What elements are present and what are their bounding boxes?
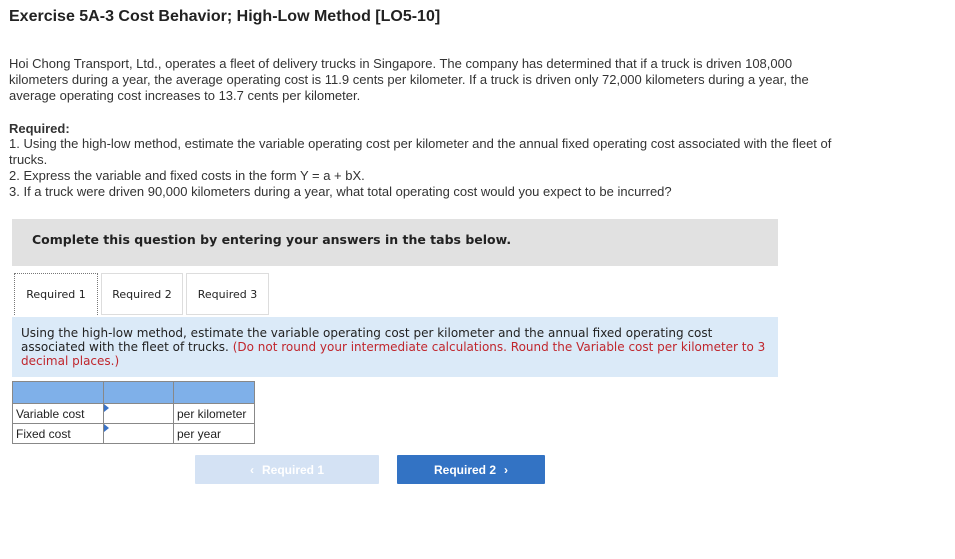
variable-cost-label: Variable cost <box>13 404 104 424</box>
requirement-3: 3. If a truck were driven 90,000 kilometers during a year, what total operating cost would you expect to be incurred? <box>9 184 672 199</box>
tab-required-1[interactable]: Required 1 <box>14 273 98 315</box>
header-cell-value <box>104 382 174 404</box>
exercise-title: Exercise 5A-3 Cost Behavior; High-Low Method [LO5-10] <box>9 8 441 25</box>
fixed-cost-unit: per year <box>174 424 255 444</box>
prev-required-1-button[interactable] <box>195 455 379 484</box>
tab-panel-required-1 <box>12 317 778 377</box>
problem-intro: Hoi Chong Transport, Ltd., operates a fleet of delivery trucks in Singapore. The company has determined that if a truck is driven 108,000 kilometers during a year, the average operating cost is 11.9 cents per kilometer. If a truck is driven only 72,000 kilometers during a year, the average operating cost increases to 13.7 cents per kilometer. <box>9 56 809 103</box>
next-button-label: Required 2 <box>433 462 496 477</box>
answer-table <box>12 381 255 444</box>
required-heading: Required: <box>9 121 70 136</box>
tab-note: (Do not round your intermediate calculations. Round the Variable cost per kilometer to 3 decimal places.) <box>21 340 766 368</box>
chevron-left-icon: ‹ <box>249 462 254 477</box>
table-row-variable-cost <box>13 404 255 424</box>
variable-cost-unit: per kilometer <box>174 404 255 424</box>
tab-prompt-text: Using the high-low method, estimate the variable operating cost per kilometer and the annual fixed operating cost associated with the fleet of trucks. <box>21 326 713 354</box>
table-row-fixed-cost <box>13 424 255 444</box>
fixed-cost-label: Fixed cost <box>13 424 104 444</box>
header-cell-label <box>13 382 104 404</box>
tab-required-2[interactable]: Required 2 <box>101 273 183 315</box>
variable-cost-cell <box>104 404 174 424</box>
instruction-box <box>12 219 778 266</box>
tab-required-3[interactable]: Required 3 <box>186 273 269 315</box>
answer-table-header <box>13 382 255 404</box>
header-cell-unit <box>174 382 255 404</box>
instruction-text: Complete this question by entering your answers in the tabs below. <box>32 232 512 247</box>
fixed-cost-input[interactable] <box>107 425 170 443</box>
input-marker-icon <box>104 404 109 412</box>
requirement-1: 1. Using the high-low method, estimate the variable operating cost per kilometer and the annual fixed operating cost associated with the fleet of trucks. <box>9 136 832 167</box>
variable-cost-input[interactable] <box>107 405 170 423</box>
next-required-2-button[interactable] <box>397 455 545 484</box>
prev-button-label: Required 1 <box>261 462 324 477</box>
fixed-cost-cell <box>104 424 174 444</box>
tab-prompt <box>21 326 771 368</box>
chevron-right-icon: › <box>504 462 508 477</box>
requirement-2: 2. Express the variable and fixed costs in the form Y = a + bX. <box>9 168 365 183</box>
input-marker-icon <box>104 424 109 432</box>
